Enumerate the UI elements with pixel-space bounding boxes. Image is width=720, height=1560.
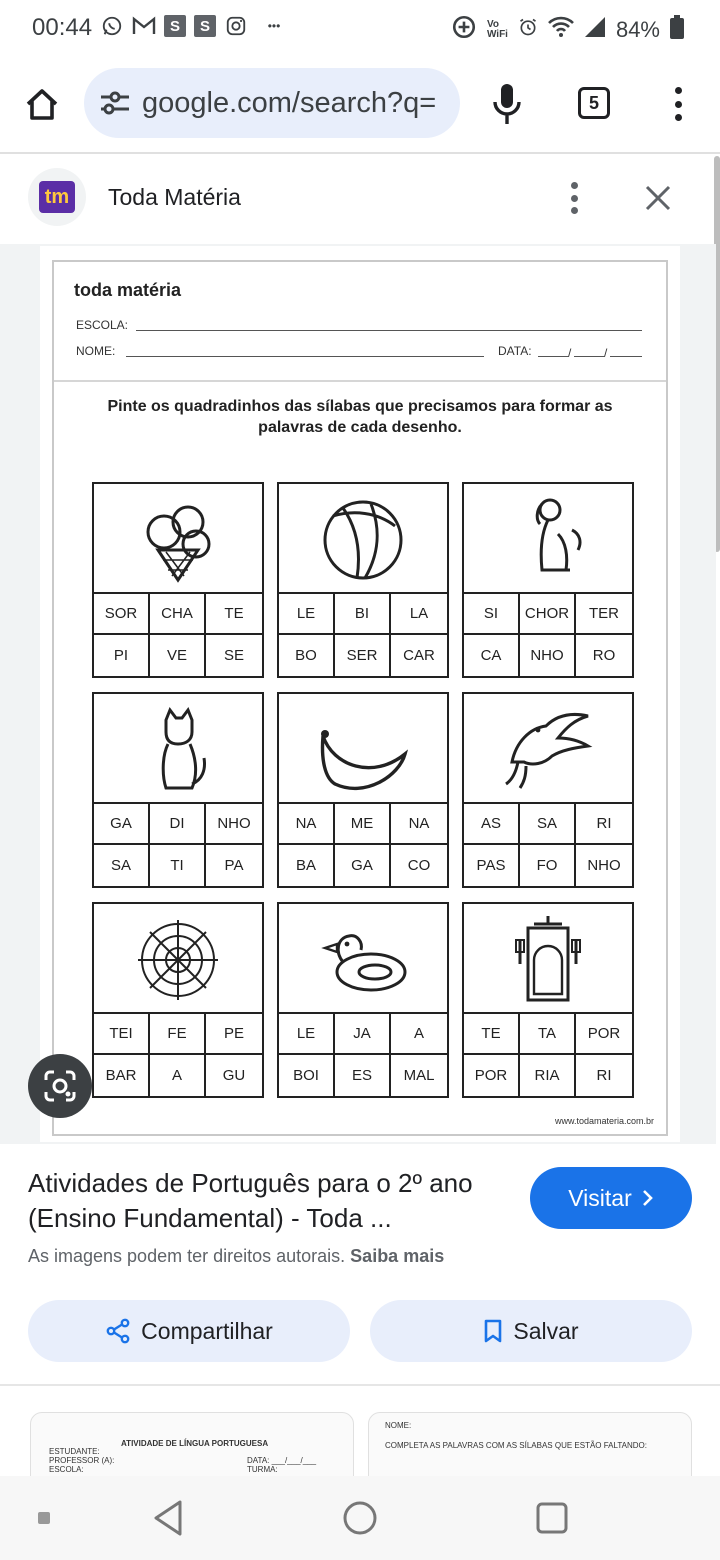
home-icon [22, 84, 62, 124]
syllable-cell: TE [206, 594, 262, 635]
syllable-cell: SER [335, 635, 391, 676]
syllable-cell: SA [94, 845, 150, 886]
learn-more-link[interactable]: Saiba mais [350, 1246, 445, 1266]
syllable-cell: NA [391, 804, 447, 845]
data-label: DATA: [498, 344, 532, 358]
url-text[interactable]: google.com/search?q= [142, 86, 437, 119]
result-title[interactable]: Atividades de Português para o 2º ano (Ensino Fundamental) - Toda ... [28, 1168, 473, 1233]
source-logo [28, 168, 86, 226]
source-name[interactable]: Toda Matéria [108, 184, 241, 210]
alarm-icon [518, 17, 538, 43]
battery-icon [670, 15, 684, 45]
dog-drawing [464, 484, 632, 592]
nome-label: NOME: [76, 344, 116, 358]
more-options-button[interactable] [566, 182, 582, 214]
door-drawing [464, 904, 632, 1012]
worksheet-instruction: Pinte os quadradinhos das sílabas que precisamos para formar as palavras de cada desenho. [107, 398, 613, 436]
related-result-thumbnail-2[interactable] [368, 1412, 692, 1482]
syllable-cell: FO [520, 845, 576, 886]
related-right-name: NOME: [385, 1421, 412, 1430]
syllable-card-duck-float [277, 902, 449, 1098]
related-left-field-2: PROFESSOR (A): [49, 1456, 115, 1465]
syllable-cell: RO [592, 647, 616, 664]
more-dot-icon [571, 195, 578, 202]
syllable-cell: PA [224, 857, 244, 874]
instagram-icon [224, 14, 248, 38]
syllable-cell: MAL [403, 1067, 435, 1084]
vowifi-icon [487, 20, 508, 40]
home-circle-icon [342, 1498, 378, 1538]
syllable-cell: BOI [279, 1055, 335, 1096]
bookmark-icon [483, 1318, 503, 1344]
microphone-icon [492, 82, 522, 126]
syllable-card-door [462, 902, 634, 1098]
worksheet-frame [52, 260, 668, 1136]
syllable-cell: SOR [94, 594, 150, 635]
syllable-card-beach-ball [277, 482, 449, 678]
syllable-cell: VE [150, 635, 206, 676]
date-year-line [610, 356, 642, 357]
syllable-cell: CHOR [520, 594, 576, 635]
system-icons [451, 14, 684, 46]
syllable-cell: ME [335, 804, 391, 845]
home-nav-button[interactable] [342, 1498, 378, 1543]
syllable-cell: CA [464, 635, 520, 676]
recents-button[interactable] [534, 1498, 570, 1543]
more-notifications-icon: ••• [267, 19, 281, 33]
tab-switcher-button[interactable]: 5 [578, 87, 610, 119]
browser-menu-button[interactable] [664, 84, 692, 124]
related-left-field-3: ESCOLA: [49, 1465, 84, 1474]
system-navigation-bar [0, 1476, 720, 1560]
syllable-cell: ES [335, 1055, 391, 1096]
battery-percent: 84% [615, 17, 660, 42]
syllable-grid [94, 802, 262, 886]
syllable-grid [279, 592, 447, 676]
syllable-cell: TI [150, 845, 206, 886]
syllable-cell: POR [464, 1055, 520, 1096]
syllable-cell: RIA [520, 1055, 576, 1096]
syllable-cell: NHO [587, 857, 621, 874]
lens-icon [42, 1068, 78, 1104]
syllable-cell: CHA [150, 594, 206, 635]
ice-cream-drawing [94, 484, 262, 592]
syllable-cell: TE [464, 1014, 520, 1055]
visit-label: Visitar [568, 1184, 632, 1211]
syllable-card-dog [462, 482, 634, 678]
escola-line [136, 330, 642, 331]
escola-label: ESCOLA: [76, 318, 129, 332]
gmail-icon [132, 14, 156, 38]
syllable-cell: NHO [520, 635, 576, 676]
syllable-cell: TEI [94, 1014, 150, 1055]
tm-logo-icon: tm [39, 181, 75, 213]
save-button[interactable] [370, 1300, 692, 1362]
vowifi-bottom-label: WiFi [486, 29, 508, 40]
image-preview[interactable] [0, 244, 716, 1144]
bird-drawing [464, 694, 632, 802]
syllable-cell: BO [279, 635, 335, 676]
status-bar [0, 0, 720, 56]
close-button[interactable] [644, 184, 672, 212]
syllable-cell: LE [279, 1014, 335, 1055]
syllable-cell: NHO [206, 804, 262, 845]
syllable-cell: RI [596, 1067, 612, 1084]
syllable-grid [464, 802, 632, 886]
data-saver-icon [451, 14, 477, 46]
syllable-grid [279, 1012, 447, 1096]
syllable-grid [94, 1012, 262, 1096]
syllable-cell: SE [223, 647, 244, 664]
syllable-card-cat [92, 692, 264, 888]
back-button[interactable] [152, 1498, 184, 1543]
date-day-line [538, 356, 568, 357]
voice-search-button[interactable] [492, 82, 522, 126]
syllable-card-ice-cream [92, 482, 264, 678]
syllable-cell: JA [335, 1014, 391, 1055]
syllable-cell: TER [576, 594, 632, 635]
syllable-cell: RI [576, 804, 632, 845]
syllable-cell: CO [407, 857, 431, 874]
image-viewer-header [0, 156, 716, 244]
syllable-cell: DI [150, 804, 206, 845]
chevron-right-icon [642, 1189, 654, 1207]
share-icon [105, 1318, 131, 1344]
syllable-cell: PAS [464, 845, 520, 886]
browser-toolbar [0, 56, 720, 154]
notification-icons [100, 14, 286, 38]
site-settings-icon[interactable] [98, 86, 132, 120]
syllable-card-spider-web [92, 902, 264, 1098]
worksheet-image [40, 246, 680, 1142]
syllable-cell: BA [279, 845, 335, 886]
syllable-cell: AS [464, 804, 520, 845]
ice-cream-icon [128, 490, 228, 586]
banana-icon [313, 700, 413, 796]
worksheet-separator [54, 380, 666, 382]
close-icon [644, 184, 672, 212]
syllable-cell: LE [279, 594, 335, 635]
syllable-grid [279, 802, 447, 886]
banana-drawing [279, 694, 447, 802]
syllable-cell: BI [335, 594, 391, 635]
syllable-cell: A [150, 1055, 206, 1096]
syllable-cell: CAR [403, 647, 435, 664]
syllable-card-banana [277, 692, 449, 888]
copyright-notice [28, 1246, 444, 1267]
spider-web-icon [128, 910, 228, 1006]
related-left-field-1: ESTUDANTE: [49, 1447, 100, 1456]
cat-icon [128, 700, 228, 796]
related-result-thumbnail[interactable] [30, 1412, 354, 1482]
google-lens-button[interactable] [28, 1054, 92, 1118]
more-dot-icon [571, 207, 578, 214]
share-label: Compartilhar [141, 1317, 273, 1344]
duck-float-icon [313, 910, 413, 1006]
syllable-cell: GA [94, 804, 150, 845]
more-dot-icon [571, 182, 578, 189]
duck-float-drawing [279, 904, 447, 1012]
menu-dot-icon [675, 87, 682, 94]
syllable-cell: SI [464, 594, 520, 635]
syllable-cell: BAR [94, 1055, 150, 1096]
beach-ball-drawing [279, 484, 447, 592]
related-left-title: ATIVIDADE DE LÍNGUA PORTUGUESA [121, 1439, 269, 1448]
wifi-icon [548, 16, 574, 44]
related-right-instruction: COMPLETA AS PALAVRAS COM AS SÍLABAS QUE ESTÃO FALTANDO: [385, 1441, 648, 1450]
syllable-cell: PE [206, 1014, 262, 1055]
menu-dot-icon [675, 114, 682, 121]
nav-overflow-button[interactable] [38, 1512, 50, 1524]
worksheet-footer-url: www.todamateria.com.br [554, 1116, 654, 1126]
cat-drawing [94, 694, 262, 802]
menu-dot-icon [675, 101, 682, 108]
vowifi-top-label: Vo [486, 19, 499, 30]
syllable-cell: GU [222, 1067, 246, 1084]
worksheet-brand: toda matéria [74, 280, 182, 300]
dog-icon [498, 490, 598, 586]
whatsapp-icon [100, 14, 124, 38]
clock: 00:44 [32, 14, 93, 41]
syllable-grid [464, 592, 632, 676]
back-triangle-icon [152, 1498, 184, 1538]
syllable-cell: TA [520, 1014, 576, 1055]
related-left-date: DATA: ___/___/___ [247, 1456, 317, 1465]
syllable-cell: A [391, 1014, 447, 1055]
save-label: Salvar [513, 1317, 579, 1344]
date-slash: / [604, 346, 608, 360]
address-bar[interactable] [84, 68, 460, 138]
syllable-cell: PI [94, 635, 150, 676]
syllable-cell: GA [335, 845, 391, 886]
door-icon [498, 910, 598, 1006]
signal-icon [584, 16, 606, 44]
bird-icon [498, 700, 598, 796]
beach-ball-icon [313, 490, 413, 586]
syllable-cell: FE [150, 1014, 206, 1055]
section-divider [0, 1384, 720, 1386]
share-button[interactable] [28, 1300, 350, 1362]
app-s-icon-2: S [194, 15, 216, 37]
syllable-grid [94, 592, 262, 676]
syllable-cell: SA [520, 804, 576, 845]
visit-button[interactable] [530, 1167, 692, 1229]
syllable-cell: NA [279, 804, 335, 845]
date-month-line [574, 356, 604, 357]
app-s-icon: S [164, 15, 186, 37]
copyright-text: As imagens podem ter direitos autorais. [28, 1246, 346, 1266]
nome-line [126, 356, 484, 357]
syllable-card-bird [462, 692, 634, 888]
home-button[interactable] [22, 84, 62, 124]
spider-web-drawing [94, 904, 262, 1012]
syllable-cell: LA [391, 594, 447, 635]
related-left-turma: TURMA: [247, 1465, 278, 1474]
recents-square-icon [534, 1498, 570, 1538]
syllable-grid [464, 1012, 632, 1096]
date-slash: / [568, 346, 572, 360]
syllable-cell: POR [576, 1014, 632, 1055]
